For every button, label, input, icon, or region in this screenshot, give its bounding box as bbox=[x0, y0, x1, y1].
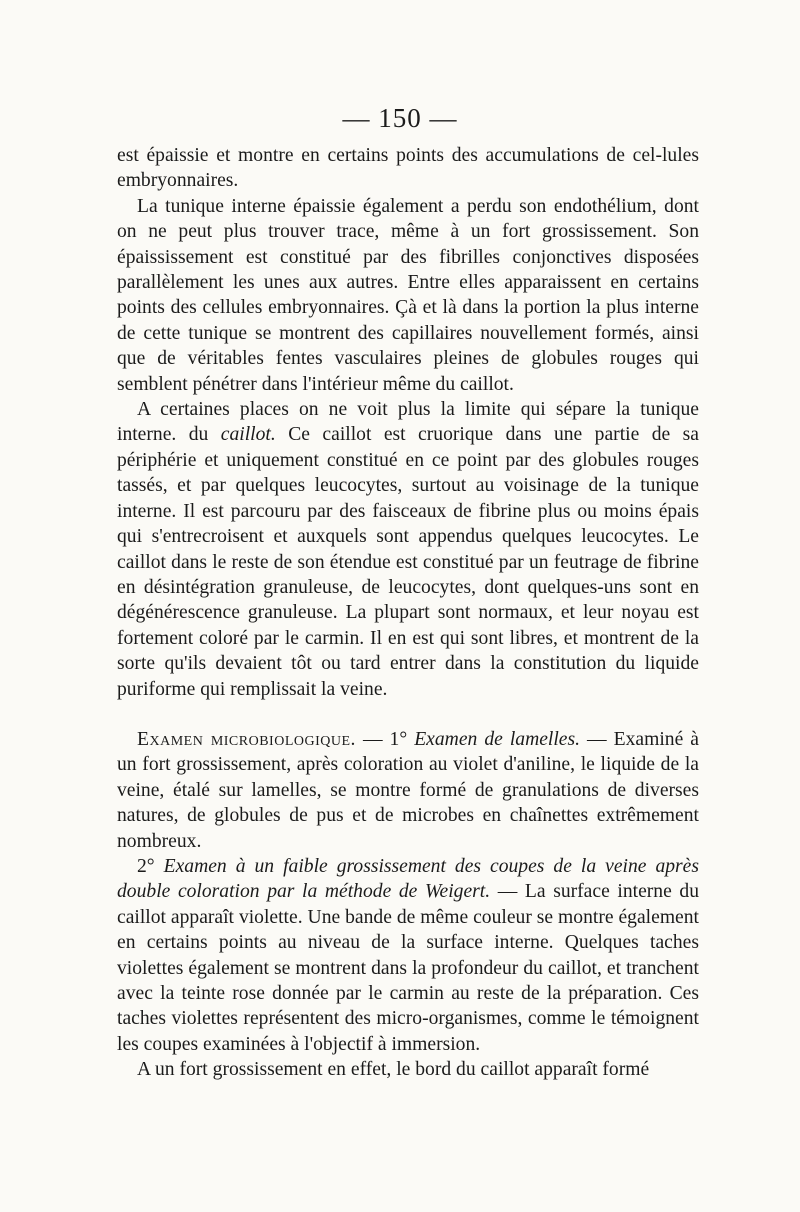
section-dash: — 1° bbox=[355, 728, 415, 750]
paragraph-continuation: est épaissie et montre en certains points des accumulations de cel-lules embryonnaires. bbox=[117, 145, 699, 192]
body-text bbox=[117, 143, 699, 1083]
page-number: — 150 — bbox=[342, 103, 458, 133]
paragraph-coupes-body: — La surface interne du caillot apparaît violette. Une bande de même couleur se montre également en certains points au niveau de la surface interne. Quelques taches violettes également se montrent dans la profondeur du caillot, et tranchent avec la teinte rose donnée par le carmin au reste de la préparation. Ces taches violettes représentent des micro-organismes, comme le témoignent les coupes examinées à l'objectif à immersion. bbox=[117, 881, 699, 1055]
subsection-number: 2° bbox=[137, 855, 164, 877]
paragraph-tunique-interne: La tunique interne épaissie également a perdu son endothélium, dont on ne peut plus trouver trace, même à un fort grossissement. Son épaississement est constitué par des fibrilles conjonctives disposées parallèlement les unes aux autres. Entre elles apparaissent en certains points des cellules embryonnaires. Çà et là dans la portion la plus interne de cette tunique se montrent des capillaires nouvellement formés, ainsi que de véritables fentes vasculaires pleines de globules rouges qui semblent pénétrer dans l'intérieur même du caillot. bbox=[117, 195, 699, 395]
subsection-title-lamelles: Examen de lamelles. bbox=[414, 728, 581, 750]
paragraph-caillot-body: Ce caillot est cruorique dans une partie de sa périphérie et uniquement constitué en ce point par des globules rouges tassés, et par quelques leucocytes, surtout au voisinage de la tunique interne. Il est parcouru par des faisceaux de fibrine plus ou moins épais qui s'entrecroisent et auxquels sont appendus quelques leucocytes. Le caillot dans le reste de son étendue est constitué par un feutrage de fibrine en désintégration granuleuse, de leucocytes, dont quelques-uns sont en dégénérescence granuleuse. La plupart sont normaux, et leur noyau est fortement coloré par le carmin. Il en est qui sont libres, et montrent de la sorte qu'ils devaient tôt ou tard entrer dans la constitution du liquide puriforme qui remplissait la veine. bbox=[117, 424, 699, 700]
paragraph-fort-grossissement: A un fort grossissement en effet, le bord du caillot apparaît formé bbox=[137, 1059, 650, 1081]
paragraph-caillot bbox=[117, 397, 699, 702]
paragraph-examen-microbiologique bbox=[117, 727, 699, 854]
paragraph-examen-coupes bbox=[117, 854, 699, 1057]
paragraph-lamelles-body: — Examiné à un fort grossissement, après coloration au violet d'aniline, le liquide de la veine, étalé sur lamelles, se montre formé de granulations de diverses natures, de globules de pus et de microbes en chaînettes extrêmement nombreux. bbox=[117, 728, 700, 852]
section-heading: Examen microbiologique. bbox=[137, 728, 356, 750]
paragraph-caillot-intro: A certaines places on ne voit plus la limite qui sépare la tunique interne. du bbox=[117, 399, 699, 446]
subsection-title-coupes: Examen à un faible grossissement des coupes de la veine après double coloration par la méthode de Weigert. bbox=[117, 855, 699, 903]
term-caillot: caillot. bbox=[220, 424, 276, 446]
